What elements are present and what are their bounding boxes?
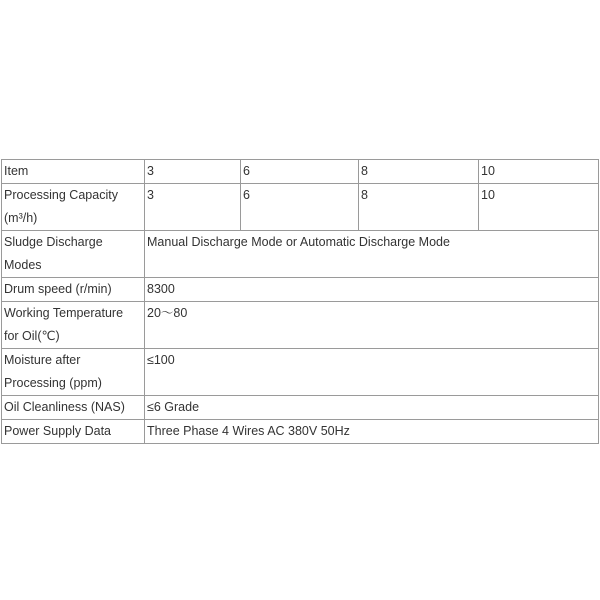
- moisture-value: ≤100: [145, 349, 599, 396]
- capacity-value-10: 10: [479, 184, 599, 231]
- oil-cleanliness-value: ≤6 Grade: [145, 396, 599, 420]
- power-supply-value: Three Phase 4 Wires AC 380V 50Hz: [145, 420, 599, 444]
- sludge-discharge-value: Manual Discharge Mode or Automatic Discharge Mode: [145, 231, 599, 278]
- working-temperature-value: 20～80: [145, 302, 599, 349]
- specifications-table: [1, 159, 599, 444]
- capacity-value-8: 8: [359, 184, 479, 231]
- table-row-moisture: [2, 349, 599, 396]
- row-label-drum-speed: Drum speed (r/min): [2, 278, 145, 302]
- table-row-power-supply: [2, 420, 599, 444]
- table-row-processing-capacity: [2, 184, 599, 231]
- table-row-working-temperature: [2, 302, 599, 349]
- capacity-value-3: 3: [145, 184, 241, 231]
- header-model-3: 3: [145, 160, 241, 184]
- row-label-oil-cleanliness: Oil Cleanliness (NAS): [2, 396, 145, 420]
- table-row-oil-cleanliness: [2, 396, 599, 420]
- row-label-processing-capacity: Processing Capacity (m³/h): [2, 184, 145, 231]
- row-label-moisture: Moisture after Processing (ppm): [2, 349, 145, 396]
- header-model-6: 6: [241, 160, 359, 184]
- header-model-8: 8: [359, 160, 479, 184]
- row-label-power-supply: Power Supply Data: [2, 420, 145, 444]
- row-label-sludge-discharge: Sludge Discharge Modes: [2, 231, 145, 278]
- header-item-label: Item: [2, 160, 145, 184]
- row-label-working-temperature: Working Temperature for Oil(℃): [2, 302, 145, 349]
- capacity-value-6: 6: [241, 184, 359, 231]
- drum-speed-value: 8300: [145, 278, 599, 302]
- table-row-sludge-discharge: [2, 231, 599, 278]
- header-model-10: 10: [479, 160, 599, 184]
- table-row-drum-speed: [2, 278, 599, 302]
- table-header-row: [2, 160, 599, 184]
